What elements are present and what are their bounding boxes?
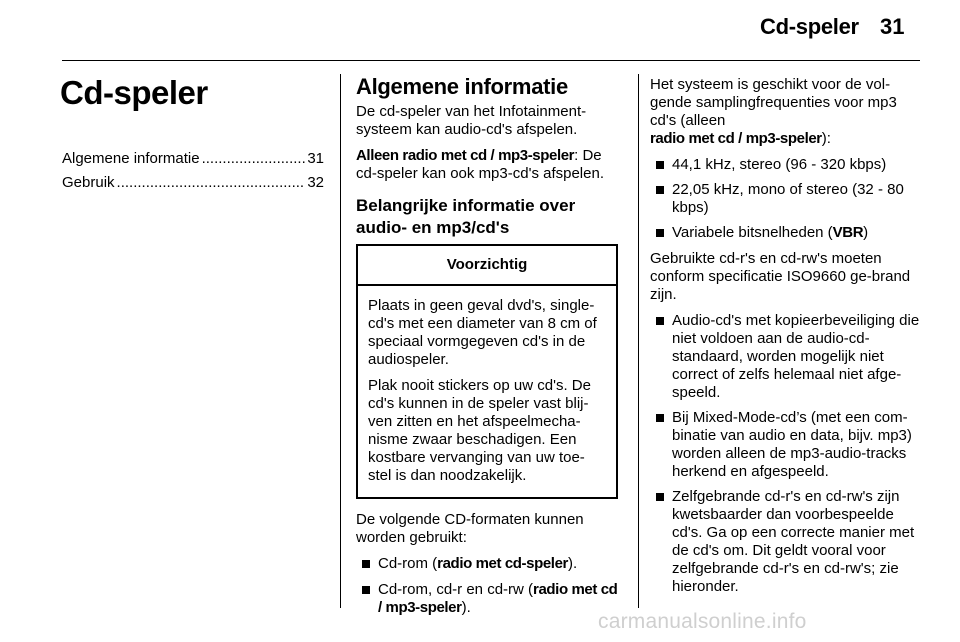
list-item: Bij Mixed-Mode-cd’s (met een com-binatie van audio en data, bijv. mp3) worden alleen de mp3-audio-tracks herkend en afgespeeld. <box>650 409 922 481</box>
caution-paragraph: Plak nooit stickers op uw cd's. De cd's kunnen in de speler vast blij-ven zitten en het afspeelmecha-nisme zwaar beschadigen. Een kostbare vervanging van uw toe-stel is dan noodzakelijk. <box>368 377 591 484</box>
column-divider-right <box>638 74 639 608</box>
mp3-paragraph <box>356 147 624 183</box>
section-heading-important: Belangrijke informatie over audio- en mp3/cd's <box>356 196 576 237</box>
caution-box <box>356 244 618 499</box>
header-divider <box>62 60 920 61</box>
toc-leader-dots <box>202 150 306 167</box>
sampling-bold: radio met cd / mp3-speler <box>650 130 822 147</box>
page-number: 31 <box>880 14 905 39</box>
list-item <box>650 224 922 242</box>
middle-column <box>356 74 624 625</box>
sampling-intro: Het systeem is geschikt voor de vol-gende samplingfrequenties voor mp3 cd's (alleen <box>650 76 897 129</box>
table-of-contents <box>62 150 324 198</box>
list-item-text: Variabele bitsnelheden ( <box>672 224 833 241</box>
caution-body <box>358 286 616 497</box>
mp3-rest: : De cd-speler kan ook mp3-cd's afspelen. <box>356 147 604 182</box>
list-item-suffix: ) <box>863 224 869 241</box>
column-divider-left <box>340 74 341 608</box>
formats-intro: De volgende CD-formaten kunnen worden gebruikt: <box>356 511 584 546</box>
list-item-text: Cd-rom, cd-r en cd-rw ( <box>378 581 534 598</box>
formats-list <box>356 555 624 617</box>
section-heading-general: Algemene informatie <box>356 74 568 99</box>
toc-entry-label: Gebruik <box>62 174 115 191</box>
sampling-suffix: ): <box>821 130 831 147</box>
list-item <box>356 581 624 617</box>
toc-leader-dots <box>117 174 306 191</box>
mp3-lead: Alleen radio met cd / mp3-speler <box>356 147 575 164</box>
chapter-title: Cd-speler <box>60 74 208 111</box>
caution-paragraph: Plaats in geen geval dvd's, single-cd's met een diameter van 8 cm of speciaal vormgegeven cd's in de audiospeler. <box>368 297 597 368</box>
intro-paragraph: De cd-speler van het Infotainment-systeem kan audio-cd's afspelen. <box>356 103 587 138</box>
sampling-rates-list <box>650 156 922 242</box>
list-item-bold: VBR <box>832 224 864 241</box>
watermark: carmanualsonline.info <box>598 610 807 633</box>
list-item-bold: radio met cd / mp3-speler <box>378 581 618 616</box>
conform-paragraph: Gebruikte cd-r's en cd-rw's moeten conform specificatie ISO9660 ge-brand zijn. <box>650 250 911 303</box>
list-item: 22,05 kHz, mono of stereo (32 - 80 kbps) <box>650 181 922 217</box>
list-item: 44,1 kHz, stereo (96 - 320 kbps) <box>650 156 922 174</box>
toc-entry-page: 31 <box>307 150 324 167</box>
list-item-text: Cd-rom ( <box>378 555 438 572</box>
sampling-paragraph <box>650 76 922 148</box>
list-item-suffix: ). <box>461 599 471 616</box>
toc-entry-page: 32 <box>307 174 324 191</box>
list-item-bold: radio met cd-speler <box>437 555 568 572</box>
list-item: Audio-cd's met kopieerbeveiliging die niet voldoen aan de audio-cd-standaard, worden mogelijk niet correct of zelfs helemaal niet afge-speeld. <box>650 312 922 402</box>
running-header-title: Cd-speler <box>760 14 859 39</box>
list-item-suffix: ). <box>567 555 578 572</box>
caution-title: Voorzichtig <box>358 246 616 286</box>
right-column <box>650 76 922 604</box>
notes-list <box>650 312 922 596</box>
toc-entry-algemene-informatie[interactable] <box>62 150 324 174</box>
list-item: Zelfgebrande cd-r's en cd-rw's zijn kwetsbaarder dan voorbespeelde cd's. Ga op een correcte manier met de cd's om. Dit geldt vooral voor zelfgebrande cd-r's en cd-rw's; zie hieronder. <box>650 488 922 596</box>
toc-entry-label: Algemene informatie <box>62 150 200 167</box>
toc-entry-gebruik[interactable] <box>62 174 324 198</box>
list-item <box>356 555 624 573</box>
